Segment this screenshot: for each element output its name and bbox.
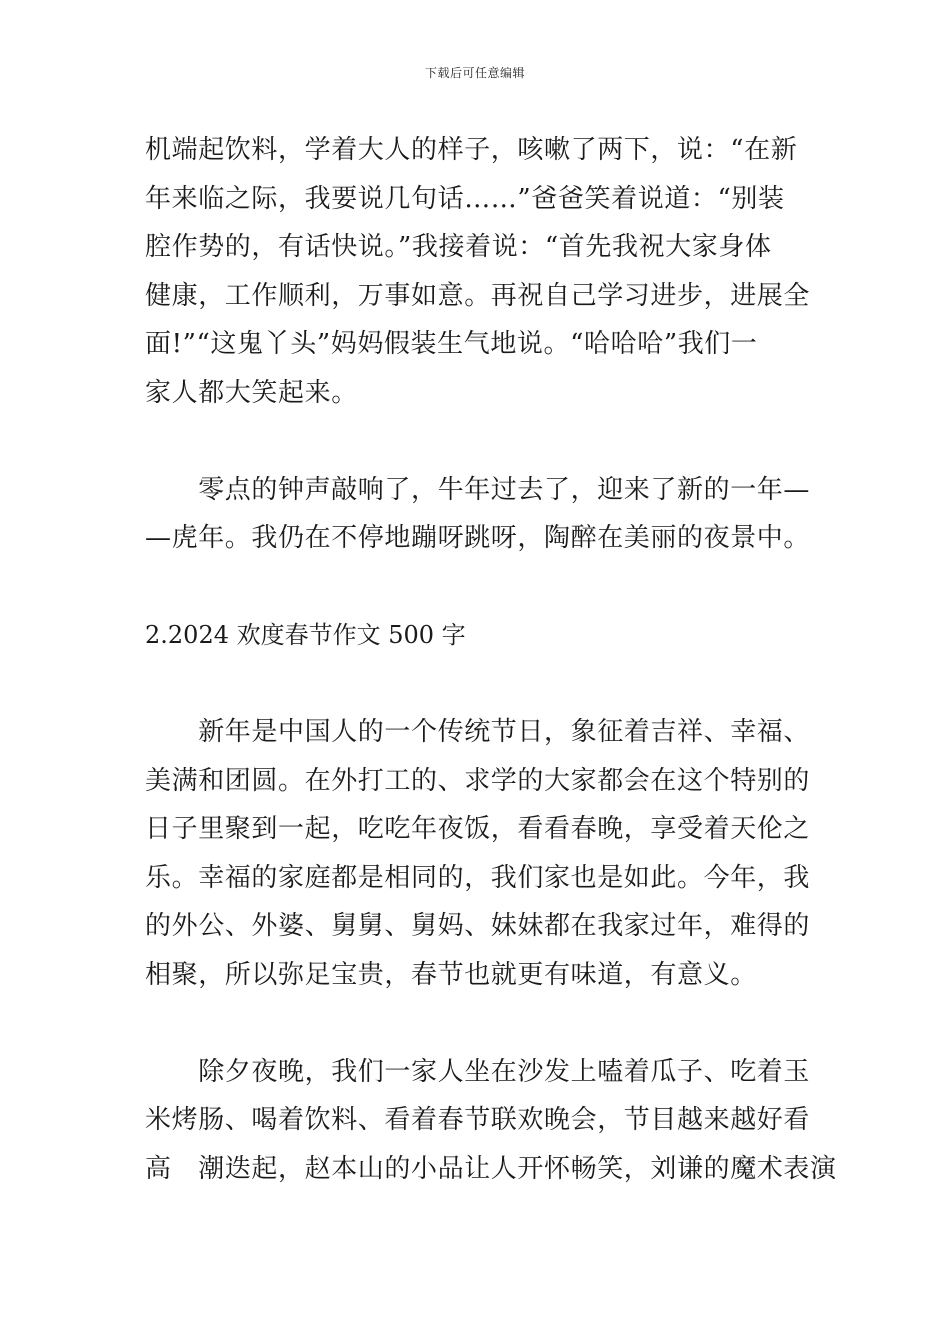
paragraph-spacer: [145, 999, 815, 1048]
text-line: 面!”“这鬼丫头”妈妈假装生气地说。“哈哈哈”我们一: [145, 329, 758, 359]
text-line: —虎年。我仍在不停地蹦呀跳呀，陶醉在美丽的夜景中。: [145, 523, 811, 553]
paragraph-spacer: [145, 563, 815, 612]
page-header-note: 下载后可任意编辑: [424, 66, 525, 80]
paragraph-new-year-tradition: [145, 708, 815, 999]
section-heading: [145, 611, 815, 660]
text-line: 除夕夜晚，我们一家人坐在沙发上嗑着瓜子、吃着玉: [145, 1056, 811, 1087]
text-line: 相聚，所以弥足宝贵，春节也就更有味道，有意义。: [145, 959, 757, 990]
paragraph-spacer: [145, 660, 815, 709]
paragraph-midnight: [145, 466, 815, 563]
text-line: 米烤肠、喝着饮料、看着春节联欢晚会，节目越来越好看: [145, 1105, 811, 1135]
text-line: 的外公、外婆、舅舅、舅妈、妹妹都在我家过年，难得的: [145, 911, 811, 941]
paragraph-new-years-eve: [145, 1048, 837, 1194]
text-line: 新年是中国人的一个传统节日，象征着吉祥、幸福、: [145, 717, 811, 747]
text-line: 高 潮迭起，赵本山的小品让人开怀畅笑，刘谦的魔术表演: [145, 1153, 837, 1184]
text-line: 零点的钟声敲响了，牛年过去了，迎来了新的一年—: [145, 474, 811, 505]
text-line: 美满和团圆。在外打工的、求学的大家都会在这个特别的: [145, 765, 811, 796]
text-line: 腔作势的，有话快说。”我接着说：“首先我祝大家身体: [145, 232, 772, 262]
text-line: 家人都大笑起来。: [145, 377, 358, 408]
text-line: 乐。幸福的家庭都是相同的，我们家也是如此。今年，我: [145, 862, 811, 893]
document-body: [145, 126, 837, 1193]
text-line: 健康，工作顺利，万事如意。再祝自己学习进步，进展全: [145, 280, 811, 311]
text-line: 年来临之际，我要说几句话……”爸爸笑着说道：“别装: [145, 183, 785, 214]
text-line: 日子里聚到一起，吃吃年夜饭，看看春晚，享受着天伦之: [145, 814, 811, 844]
section-title: 2.2024 欢度春节作文 500 字: [145, 621, 466, 649]
paragraph-family-toast: [145, 126, 815, 417]
text-line: 机端起饮料，学着大人的样子，咳嗽了两下，说：“在新: [145, 135, 798, 165]
paragraph-spacer: [145, 417, 815, 466]
